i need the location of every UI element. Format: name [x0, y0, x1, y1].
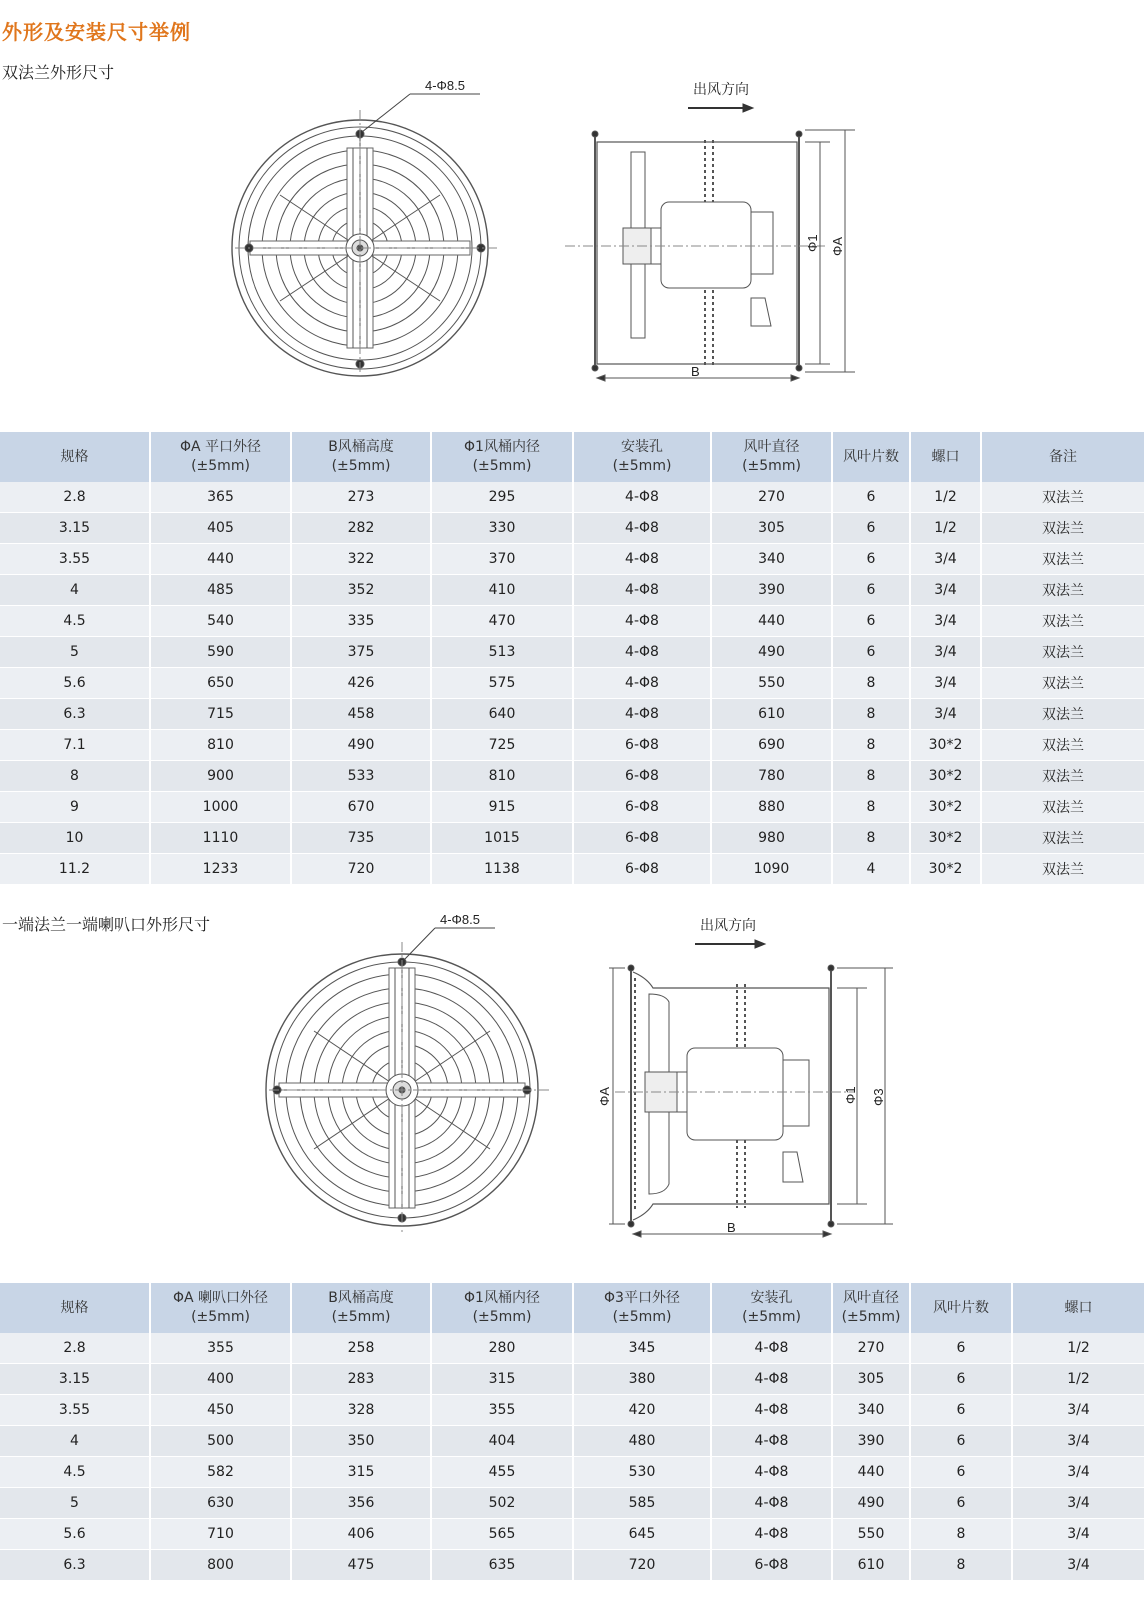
column-header	[431, 432, 573, 482]
table-cell: 6	[910, 1488, 1012, 1519]
page-title: 外形及安装尺寸举例	[2, 20, 191, 44]
table-cell: 4-Φ8	[573, 606, 711, 637]
hole-spec-label: 4-Φ8.5	[425, 78, 466, 93]
table-cell: 4.5	[0, 1457, 150, 1488]
fan-side-view-drawing	[565, 78, 865, 388]
table-cell: 735	[291, 823, 431, 854]
table-row	[0, 1457, 1144, 1488]
table-row	[0, 513, 1144, 544]
airflow-direction-label-2: 出风方向	[700, 917, 756, 933]
table-cell: 590	[150, 637, 291, 668]
table-cell: 11.2	[0, 854, 150, 885]
column-header-label: Φ1风桶内径	[464, 1290, 540, 1306]
table-cell: 3/4	[1012, 1426, 1144, 1457]
table-cell: 345	[573, 1333, 711, 1364]
table-cell: 780	[711, 761, 832, 792]
table-cell: 400	[150, 1364, 291, 1395]
table-cell: 6	[910, 1364, 1012, 1395]
column-header-label: 风叶直径	[843, 1290, 899, 1306]
column-header	[832, 432, 910, 482]
dimension-phia-label: ΦA	[830, 236, 845, 256]
table-cell: 30*2	[910, 792, 981, 823]
table-cell: 6	[910, 1395, 1012, 1426]
table-cell: 3/4	[910, 699, 981, 730]
column-header-tolerance: (±5mm)	[612, 458, 672, 474]
table-row	[0, 1395, 1144, 1426]
table-cell: 5	[0, 637, 150, 668]
column-header-tolerance: (±5mm)	[841, 1309, 901, 1325]
table-cell: 710	[150, 1519, 291, 1550]
table-cell: 502	[431, 1488, 573, 1519]
table-cell: 3/4	[1012, 1457, 1144, 1488]
column-header-label: 备注	[1049, 448, 1077, 465]
table-cell: 282	[291, 513, 431, 544]
column-header	[573, 432, 711, 482]
table-header-row	[0, 1283, 1144, 1333]
table-cell: 328	[291, 1395, 431, 1426]
column-header	[910, 432, 981, 482]
table-cell: 315	[291, 1457, 431, 1488]
table-cell: 4-Φ8	[711, 1426, 832, 1457]
fan-front-view-drawing-2	[265, 906, 555, 1236]
table-cell: 6-Φ8	[711, 1550, 832, 1581]
table-cell: 3/4	[1012, 1550, 1144, 1581]
table-cell: 5.6	[0, 1519, 150, 1550]
table-cell: 585	[573, 1488, 711, 1519]
table-cell: 355	[150, 1333, 291, 1364]
column-header	[291, 1283, 431, 1333]
table-cell: 1000	[150, 792, 291, 823]
table-row	[0, 761, 1144, 792]
table-cell: 6-Φ8	[573, 730, 711, 761]
table-cell: 双法兰	[981, 513, 1144, 544]
table-cell: 270	[832, 1333, 910, 1364]
table-cell: 6	[910, 1333, 1012, 1364]
table-cell: 640	[431, 699, 573, 730]
table-cell: 4-Φ8	[573, 575, 711, 606]
table-row	[0, 854, 1144, 885]
column-header-label: Φ1风桶内径	[464, 439, 540, 455]
table-cell: 双法兰	[981, 854, 1144, 885]
table-cell: 4-Φ8	[711, 1519, 832, 1550]
table-cell: 2.8	[0, 482, 150, 513]
table-cell: 720	[573, 1550, 711, 1581]
table-cell: 6-Φ8	[573, 761, 711, 792]
column-header	[1012, 1283, 1144, 1333]
table-cell: 610	[711, 699, 832, 730]
table-cell: 5	[0, 1488, 150, 1519]
table-cell: 475	[291, 1550, 431, 1581]
table-cell: 270	[711, 482, 832, 513]
table-cell: 575	[431, 668, 573, 699]
column-header-tolerance: (±5mm)	[331, 1309, 391, 1325]
column-header-tolerance: (±5mm)	[191, 458, 250, 474]
table-cell: 1090	[711, 854, 832, 885]
column-header-tolerance: (±5mm)	[472, 458, 532, 474]
table-cell: 8	[0, 761, 150, 792]
table-cell: 8	[832, 823, 910, 854]
table-cell: 582	[150, 1457, 291, 1488]
table-row	[0, 823, 1144, 854]
table-cell: 330	[431, 513, 573, 544]
dimension-phia-label-2: ΦA	[597, 1086, 612, 1106]
table-row	[0, 606, 1144, 637]
table-cell: 550	[832, 1519, 910, 1550]
table-cell: 420	[573, 1395, 711, 1426]
table-cell: 645	[573, 1519, 711, 1550]
table-cell: 470	[431, 606, 573, 637]
table-cell: 9	[0, 792, 150, 823]
table-row	[0, 1519, 1144, 1550]
column-header	[832, 1283, 910, 1333]
table-cell: 6	[910, 1426, 1012, 1457]
column-header	[0, 432, 150, 482]
column-header-label: 螺口	[931, 448, 960, 465]
table-cell: 3/4	[1012, 1488, 1144, 1519]
table-cell: 390	[711, 575, 832, 606]
table-cell: 980	[711, 823, 832, 854]
table-cell: 810	[150, 730, 291, 761]
table-row	[0, 544, 1144, 575]
table-cell: 390	[832, 1426, 910, 1457]
column-header	[150, 432, 291, 482]
table-row	[0, 1426, 1144, 1457]
column-header-label: 螺口	[1064, 1299, 1093, 1316]
table-cell: 405	[150, 513, 291, 544]
dimension-b-label: B	[691, 364, 700, 379]
table-row	[0, 792, 1144, 823]
table-cell: 725	[431, 730, 573, 761]
airflow-direction-label: 出风方向	[693, 81, 749, 97]
table-cell: 370	[431, 544, 573, 575]
table-cell: 双法兰	[981, 730, 1144, 761]
column-header	[291, 432, 431, 482]
table-cell: 630	[150, 1488, 291, 1519]
table-cell: 485	[150, 575, 291, 606]
column-header	[981, 432, 1144, 482]
table-cell: 3/4	[910, 668, 981, 699]
table-cell: 3.55	[0, 544, 150, 575]
table-cell: 3/4	[1012, 1395, 1144, 1426]
table-cell: 6-Φ8	[573, 854, 711, 885]
table-cell: 365	[150, 482, 291, 513]
table-cell: 4-Φ8	[711, 1488, 832, 1519]
table-cell: 410	[431, 575, 573, 606]
table-cell: 双法兰	[981, 668, 1144, 699]
table-cell: 356	[291, 1488, 431, 1519]
table-cell: 3/4	[910, 575, 981, 606]
table-cell: 3/4	[910, 544, 981, 575]
column-header	[0, 1283, 150, 1333]
column-header	[150, 1283, 291, 1333]
table-cell: 8	[910, 1550, 1012, 1581]
table-cell: 322	[291, 544, 431, 575]
column-header-label: 风叶片数	[933, 1299, 989, 1316]
table-cell: 30*2	[910, 730, 981, 761]
table-cell: 530	[573, 1457, 711, 1488]
table-cell: 900	[150, 761, 291, 792]
table-cell: 280	[431, 1333, 573, 1364]
table-cell: 273	[291, 482, 431, 513]
table-cell: 6-Φ8	[573, 792, 711, 823]
table-cell: 440	[150, 544, 291, 575]
column-header-tolerance: (±5mm)	[191, 1309, 250, 1325]
table-cell: 8	[910, 1519, 1012, 1550]
column-header-label: 安装孔	[750, 1290, 793, 1306]
table-cell: 7.1	[0, 730, 150, 761]
column-header	[910, 1283, 1012, 1333]
table-cell: 315	[431, 1364, 573, 1395]
table-cell: 450	[150, 1395, 291, 1426]
table-row	[0, 1364, 1144, 1395]
table-cell: 800	[150, 1550, 291, 1581]
table-cell: 1110	[150, 823, 291, 854]
table-cell: 340	[711, 544, 832, 575]
column-header-label: 规格	[60, 448, 89, 465]
table-cell: 533	[291, 761, 431, 792]
table-cell: 8	[832, 668, 910, 699]
table-cell: 4-Φ8	[573, 637, 711, 668]
table-cell: 610	[832, 1550, 910, 1581]
table-cell: 30*2	[910, 823, 981, 854]
table-row	[0, 1333, 1144, 1364]
table-cell: 双法兰	[981, 792, 1144, 823]
table-cell: 1015	[431, 823, 573, 854]
table-row	[0, 699, 1144, 730]
column-header-label: Φ3平口外径	[604, 1290, 680, 1306]
table-cell: 3/4	[910, 637, 981, 668]
table-cell: 1233	[150, 854, 291, 885]
table-cell: 4	[0, 575, 150, 606]
column-header-label: 安装孔	[621, 439, 663, 455]
table-cell: 490	[291, 730, 431, 761]
table-cell: 810	[431, 761, 573, 792]
table-cell: 1138	[431, 854, 573, 885]
column-header-tolerance: (±5mm)	[612, 1309, 672, 1325]
table-cell: 1/2	[910, 482, 981, 513]
column-header	[573, 1283, 711, 1333]
table-cell: 2.8	[0, 1333, 150, 1364]
fan-side-view-drawing-2	[585, 912, 895, 1242]
table-cell: 404	[431, 1426, 573, 1457]
table-cell: 305	[711, 513, 832, 544]
table-cell: 480	[573, 1426, 711, 1457]
table-cell: 3/4	[1012, 1519, 1144, 1550]
table-cell: 915	[431, 792, 573, 823]
table-row	[0, 730, 1144, 761]
table-cell: 4-Φ8	[573, 513, 711, 544]
table-cell: 双法兰	[981, 575, 1144, 606]
table-cell: 458	[291, 699, 431, 730]
table-cell: 6.3	[0, 699, 150, 730]
table-cell: 3.15	[0, 1364, 150, 1395]
table-cell: 6.3	[0, 1550, 150, 1581]
column-header-label: ΦA 平口外径	[179, 439, 262, 455]
hole-spec-label-2: 4-Φ8.5	[440, 912, 481, 927]
table-cell: 380	[573, 1364, 711, 1395]
column-header	[711, 1283, 832, 1333]
table-cell: 1/2	[910, 513, 981, 544]
table-cell: 3.15	[0, 513, 150, 544]
column-header-label: ΦA 喇叭口外径	[172, 1290, 269, 1306]
table-cell: 5.6	[0, 668, 150, 699]
table-cell: 455	[431, 1457, 573, 1488]
table-cell: 440	[711, 606, 832, 637]
dimension-phi1-label: Φ1	[805, 234, 820, 252]
table-cell: 6	[832, 513, 910, 544]
table-cell: 4.5	[0, 606, 150, 637]
table-cell: 6	[832, 606, 910, 637]
table-cell: 1/2	[1012, 1364, 1144, 1395]
table-cell: 305	[832, 1364, 910, 1395]
table-row	[0, 668, 1144, 699]
spec-table-flange-horn	[0, 1283, 1144, 1581]
table-cell: 8	[832, 699, 910, 730]
column-header-tolerance: (±5mm)	[742, 458, 801, 474]
table-cell: 6	[832, 544, 910, 575]
table-cell: 355	[431, 1395, 573, 1426]
table-cell: 350	[291, 1426, 431, 1457]
dimension-b-label-2: B	[727, 1220, 736, 1235]
table-cell: 258	[291, 1333, 431, 1364]
table-cell: 490	[711, 637, 832, 668]
section-2-title: 一端法兰一端喇叭口外形尺寸	[2, 915, 211, 934]
table-cell: 双法兰	[981, 699, 1144, 730]
table-header-row	[0, 432, 1144, 482]
table-cell: 8	[832, 792, 910, 823]
table-row	[0, 482, 1144, 513]
column-header-label: B风桶高度	[328, 439, 394, 455]
table-cell: 650	[150, 668, 291, 699]
table-cell: 双法兰	[981, 606, 1144, 637]
table-cell: 3.55	[0, 1395, 150, 1426]
table-row	[0, 1488, 1144, 1519]
table-cell: 635	[431, 1550, 573, 1581]
table-cell: 715	[150, 699, 291, 730]
table-cell: 10	[0, 823, 150, 854]
table-cell: 4-Φ8	[573, 482, 711, 513]
fan-front-view-drawing	[225, 70, 515, 390]
column-header-label: B风桶高度	[328, 1290, 394, 1306]
table-cell: 4-Φ8	[711, 1333, 832, 1364]
column-header-tolerance: (±5mm)	[742, 1309, 801, 1325]
table-cell: 4-Φ8	[711, 1457, 832, 1488]
table-cell: 4	[832, 854, 910, 885]
column-header-label: 风叶片数	[843, 448, 899, 465]
column-header-tolerance: (±5mm)	[472, 1309, 532, 1325]
table-cell: 6	[910, 1457, 1012, 1488]
table-cell: 352	[291, 575, 431, 606]
table-cell: 4-Φ8	[573, 544, 711, 575]
table-cell: 4-Φ8	[711, 1364, 832, 1395]
table-cell: 6	[832, 575, 910, 606]
table-cell: 1/2	[1012, 1333, 1144, 1364]
table-cell: 30*2	[910, 761, 981, 792]
table-cell: 双法兰	[981, 637, 1144, 668]
dimension-phi3-label: Φ3	[871, 1088, 886, 1106]
table-cell: 6	[832, 637, 910, 668]
table-cell: 340	[832, 1395, 910, 1426]
section-1-title: 双法兰外形尺寸	[2, 63, 115, 82]
table-row	[0, 637, 1144, 668]
table-cell: 6-Φ8	[573, 823, 711, 854]
table-cell: 6	[832, 482, 910, 513]
table-cell: 8	[832, 730, 910, 761]
table-cell: 406	[291, 1519, 431, 1550]
dimension-phi1-label-2: Φ1	[843, 1086, 858, 1104]
column-header	[711, 432, 832, 482]
table-cell: 550	[711, 668, 832, 699]
table-cell: 双法兰	[981, 544, 1144, 575]
table-cell: 4-Φ8	[573, 699, 711, 730]
table-cell: 440	[832, 1457, 910, 1488]
table-cell: 335	[291, 606, 431, 637]
table-cell: 375	[291, 637, 431, 668]
table-cell: 295	[431, 482, 573, 513]
table-cell: 4-Φ8	[711, 1395, 832, 1426]
table-cell: 720	[291, 854, 431, 885]
table-cell: 690	[711, 730, 832, 761]
table-cell: 500	[150, 1426, 291, 1457]
table-cell: 490	[832, 1488, 910, 1519]
table-cell: 3/4	[910, 606, 981, 637]
table-cell: 4	[0, 1426, 150, 1457]
table-cell: 4-Φ8	[573, 668, 711, 699]
column-header	[431, 1283, 573, 1333]
table-cell: 双法兰	[981, 823, 1144, 854]
table-row	[0, 1550, 1144, 1581]
table-cell: 670	[291, 792, 431, 823]
table-cell: 880	[711, 792, 832, 823]
spec-table-double-flange	[0, 432, 1144, 885]
column-header-label: 规格	[60, 1299, 89, 1316]
table-cell: 565	[431, 1519, 573, 1550]
table-cell: 30*2	[910, 854, 981, 885]
table-cell: 283	[291, 1364, 431, 1395]
table-cell: 双法兰	[981, 761, 1144, 792]
table-cell: 8	[832, 761, 910, 792]
table-row	[0, 575, 1144, 606]
table-cell: 513	[431, 637, 573, 668]
column-header-label: 风叶直径	[743, 439, 800, 455]
table-cell: 双法兰	[981, 482, 1144, 513]
table-cell: 426	[291, 668, 431, 699]
column-header-tolerance: (±5mm)	[331, 458, 391, 474]
table-cell: 540	[150, 606, 291, 637]
